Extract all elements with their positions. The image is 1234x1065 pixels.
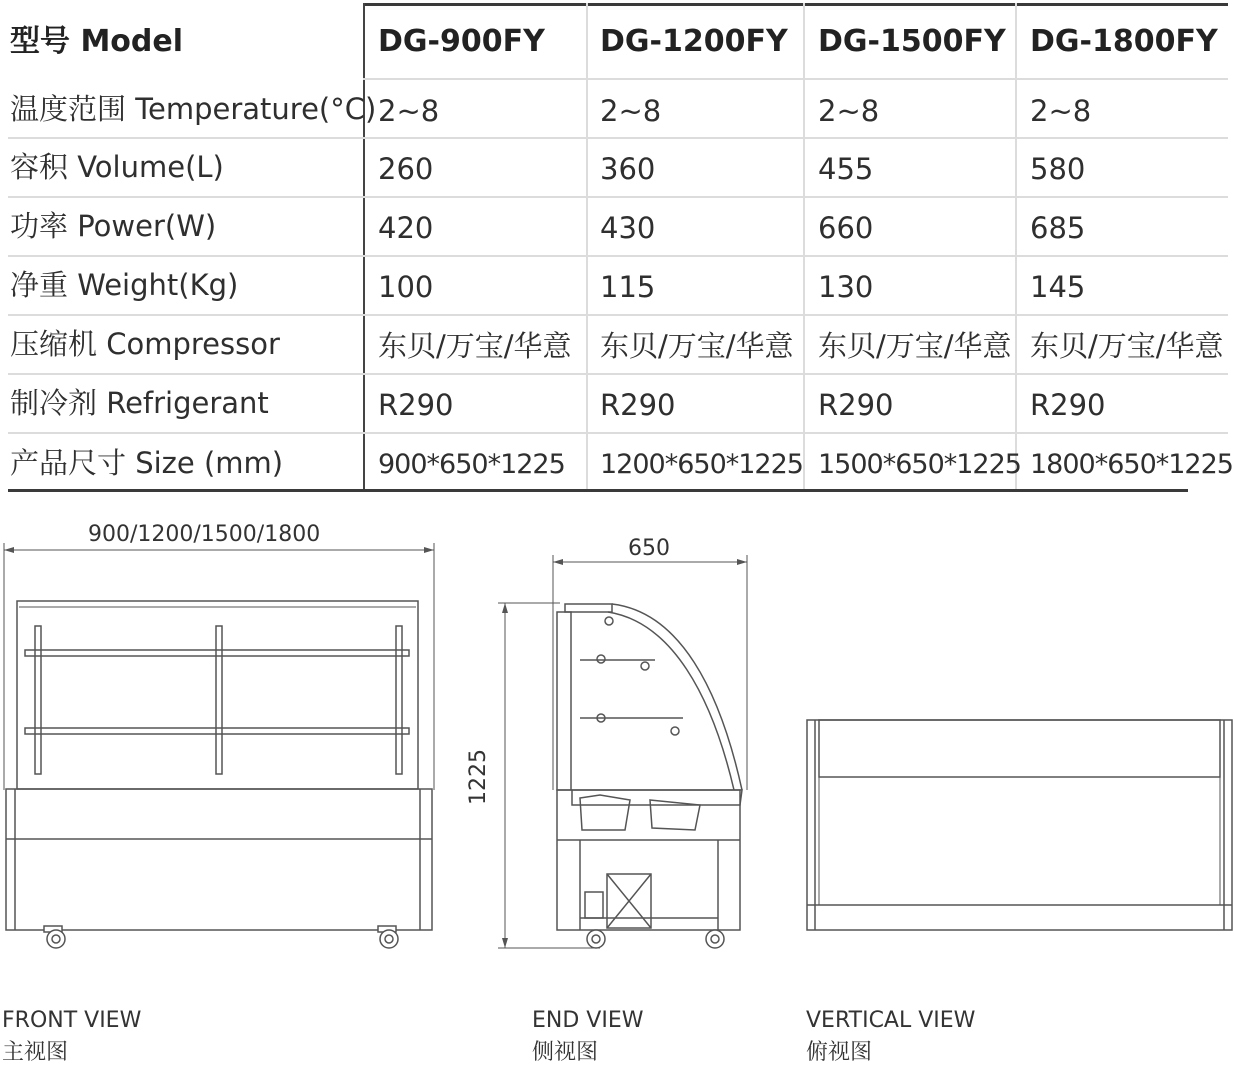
- row-value: 东贝/万宝/华意: [600, 329, 794, 363]
- row-value: R290: [378, 388, 454, 422]
- row-value: 360: [600, 152, 656, 186]
- row-value: 455: [818, 152, 874, 186]
- row-value: 1200*650*1225: [600, 449, 803, 480]
- front-width-dimension-label: 900/1200/1500/1800: [88, 522, 321, 547]
- end-height-dimension-label: 1225: [466, 749, 491, 805]
- row-value: 2~8: [378, 94, 440, 128]
- row-value: R290: [600, 388, 676, 422]
- row-label: 功率 Power(W): [10, 209, 217, 243]
- model-header: DG-1200FY: [600, 24, 788, 59]
- row-value: 130: [818, 270, 874, 304]
- model-header: DG-1800FY: [1030, 24, 1218, 59]
- row-value: 430: [600, 211, 656, 245]
- end-view-caption-cn: 侧视图: [532, 1040, 599, 1065]
- row-value: 685: [1030, 211, 1086, 245]
- row-value: R290: [818, 388, 894, 422]
- front-view-drawing: [4, 543, 434, 948]
- vertical-view-drawing: [807, 720, 1232, 930]
- row-value: 东贝/万宝/华意: [818, 329, 1012, 363]
- row-value: 900*650*1225: [378, 449, 565, 480]
- row-value: 420: [378, 211, 434, 245]
- row-value: 2~8: [1030, 94, 1092, 128]
- row-value: 东贝/万宝/华意: [1030, 329, 1224, 363]
- row-label: 容积 Volume(L): [10, 150, 224, 184]
- row-value: 2~8: [818, 94, 880, 128]
- row-label: 产品尺寸 Size (mm): [10, 446, 284, 480]
- row-label: 制冷剂 Refrigerant: [10, 386, 269, 420]
- row-value: 1800*650*1225: [1030, 449, 1233, 480]
- row-value: 660: [818, 211, 874, 245]
- row-label: 温度范围 Temperature(°C): [10, 92, 377, 126]
- header-label: 型号 Model: [10, 24, 184, 59]
- model-header: DG-1500FY: [818, 24, 1006, 59]
- row-value: 115: [600, 270, 656, 304]
- end-view-caption: END VIEW: [532, 1008, 644, 1033]
- vertical-view-caption: VERTICAL VIEW: [806, 1008, 976, 1033]
- vertical-view-caption-cn: 俯视图: [806, 1040, 873, 1065]
- row-label: 压缩机 Compressor: [10, 327, 280, 361]
- row-value: 580: [1030, 152, 1086, 186]
- front-view-caption-cn: 主视图: [2, 1040, 69, 1065]
- row-value: 145: [1030, 270, 1086, 304]
- row-value: R290: [1030, 388, 1106, 422]
- row-value: 1500*650*1225: [818, 449, 1021, 480]
- end-depth-dimension-label: 650: [628, 536, 670, 561]
- front-view-caption: FRONT VIEW: [2, 1008, 142, 1033]
- model-header: DG-900FY: [378, 24, 545, 59]
- end-view-drawing: [498, 555, 747, 948]
- row-value: 东贝/万宝/华意: [378, 329, 572, 363]
- row-value: 2~8: [600, 94, 662, 128]
- row-label: 净重 Weight(Kg): [10, 268, 239, 302]
- row-value: 100: [378, 270, 434, 304]
- row-value: 260: [378, 152, 434, 186]
